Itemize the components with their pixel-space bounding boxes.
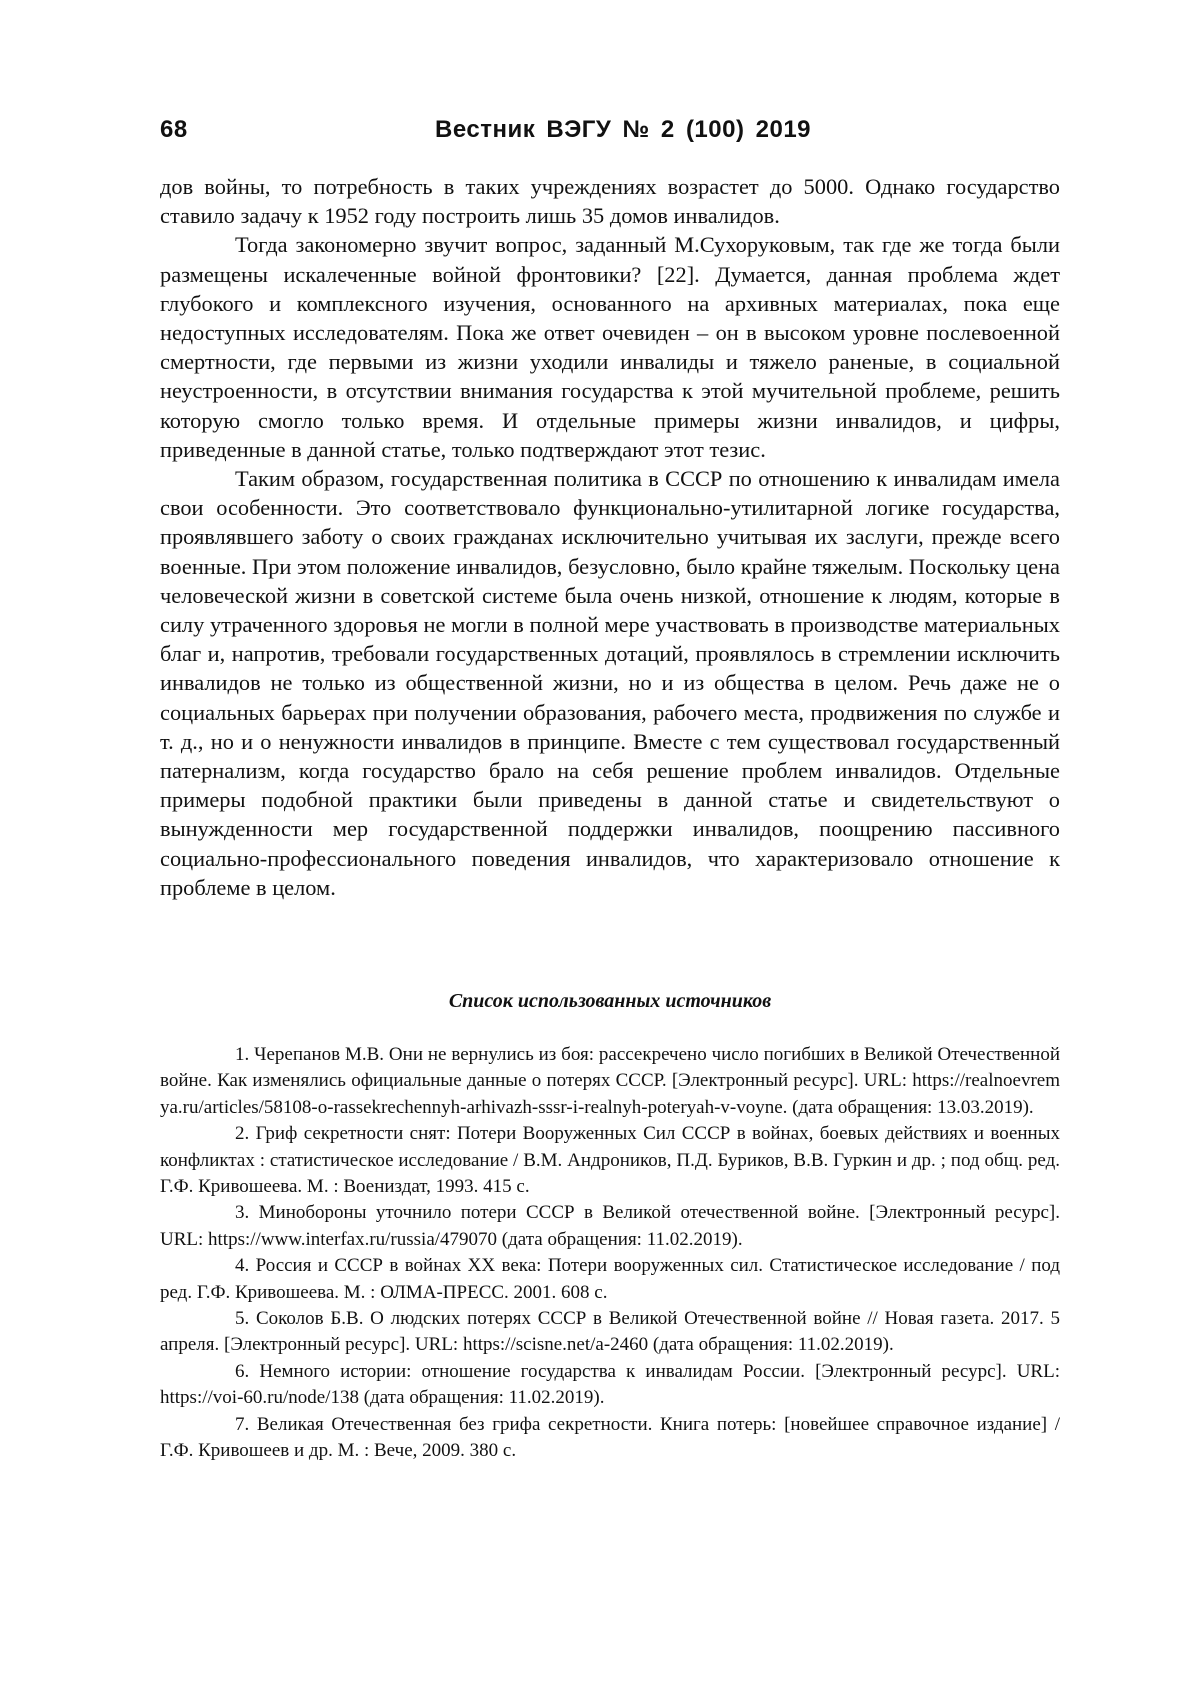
reference-item: 2. Гриф секретности снят: Потери Вооруженных Сил СССР в войнах, боевых действиях и военных конфликтах : статистическое исследование / В.М. Андроников, П.Д. Буриков, В.В. Гуркин и др. ; под общ. ред. Г.Ф. Кривошеева. М. : Воениздат, 1993. 415 с. <box>160 1123 1060 1198</box>
journal-title: Вестник ВЭГУ № 2 (100) 2019 <box>435 116 812 143</box>
article-body <box>160 172 1060 902</box>
page-number: 68 <box>160 116 188 143</box>
references-list <box>160 1042 1060 1465</box>
paragraph-conclusion: Таким образом, государственная политика в СССР по отношению к инвалидам имела свои особенности. Это соответствовало функционально-утилитарной логике государства, проявлявшего заботу о своих гражданах исключительно учитывая их заслуги, прежде всего военные. При этом положение инвалидов, безусловно, было крайне тяжелым. Поскольку цена человеческой жизни в советской системе была очень низкой, отношение к людям, которые в силу утраченного здоровья не могли в полной мере участвовать в производстве материальных благ и, напротив, требовали государственных дотаций, проявлялось в стремлении исключить инвалидов не только из общественной жизни, но и из общества в целом. Речь даже не о социальных барьерах при получении образования, рабочего места, продвижения по службе и т. д., но и о ненужности инвалидов в принципе. Вместе с тем существовал государственный патернализм, когда государство брало на себя решение проблем инвалидов. Отдельные примеры подобной практики были приведены в данной статье и свидетельствуют о вынужденности мер государственной поддержки инвалидов, поощрению пассивного социально-профессионального поведения инвалидов, что характеризовало отношение к проблеме в целом. <box>160 466 1060 900</box>
reference-item: 5. Соколов Б.В. О людских потерях СССР в Великой Отечественной войне // Новая газета. 2017. 5 апреля. [Электронный ресурс]. URL: https://scisne.net/a-2460 (дата обращения: 11.02.2019). <box>160 1308 1060 1356</box>
paragraph: Тогда закономерно звучит вопрос, заданный М.Сухоруковым, так где же тогда были размещены искалеченные войной фронтовики? [22]. Думается, данная проблема ждет глубокого и комплексного изучения, основанного на архивных материалах, пока еще недоступных исследователям. Пока же ответ очевиден – он в высоком уровне послевоенной смертности, где первыми из жизни уходили инвалиды и тяжело раненые, в социальной неустроенности, в отсутствии внимания государства к этой мучительной проблеме, решить которую смогло только время. И отдельные примеры жизни инвалидов, и цифры, приведенные в данной статье, только подтверждают этот тезис. <box>160 232 1060 462</box>
running-header <box>160 116 1060 152</box>
reference-item: 4. Россия и СССР в войнах XX века: Потери вооруженных сил. Статистическое исследование / под ред. Г.Ф. Кривошеева. М. : ОЛМА-ПРЕСС. 2001. 608 с. <box>160 1255 1060 1303</box>
paragraph-continuation: дов войны, то потребность в таких учреждениях возрастет до 5000. Однако государство ставило задачу к 1952 году построить лишь 35 домов инвалидов. <box>160 174 1060 229</box>
reference-item: 1. Черепанов М.В. Они не вернулись из боя: рассекречено число погибших в Великой Отечественной войне. Как изменялись официальные данные о потерях СССР. [Электронный ресурс]. URL: https://realnoevremya.ru/articles/58108-o-rassekrechennyh-arhivazh-sssr-i-realnyh-poteryah-v-voyne. (дата обращения: 13.03.2019). <box>160 1044 1060 1118</box>
reference-item: 6. Немного истории: отношение государства к инвалидам России. [Электронный ресурс]. URL: https://voi-60.ru/node/138 (дата обращения: 11.02.2019). <box>160 1360 1060 1409</box>
reference-item: 3. Минобороны уточнило потери СССР в Великой отечественной войне. [Электронный ресурс]. URL: https://www.interfax.ru/russia/479070 (дата обращения: 11.02.2019). <box>160 1202 1060 1250</box>
reference-item: 7. Великая Отечественная без грифа секретности. Книга потерь: [новейшее справочное издание] / Г.Ф. Кривошеев и др. М. : Вече, 2009. 380 с. <box>160 1413 1060 1462</box>
references-heading: Список использованных источников <box>448 990 772 1012</box>
